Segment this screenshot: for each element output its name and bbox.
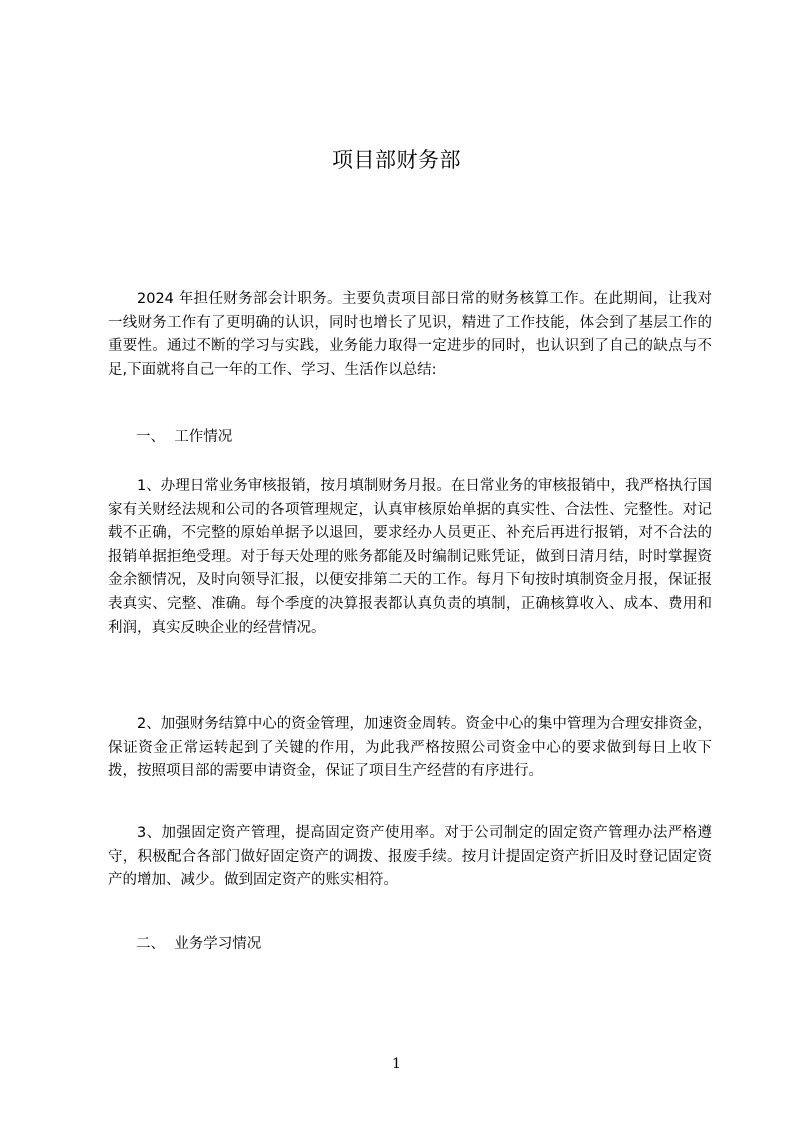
intro-paragraph: 2024 年担任财务部会计职务。主要负责项目部日常的财务核算工作。在此期间，让我对一线财务工作有了更明确的认识，同时也增长了见识，精进了工作技能，体会到了基层工作的重要性。通过不断的学习与实践，业务能力取得一定进步的同时，也认识到了自己的缺点与不足,下面就将自己一年的工作、学习、生活作以总结: [108,291,712,378]
work-item-3-paragraph: 3、加强固定资产管理，提高固定资产使用率。对于公司制定的固定资产管理办法严格遵守，积极配合各部门做好固定资产的调拨、报废手续。按月计提固定资产折旧及时登记固定资产的增加、减少。做到固定资产的账实相符。 [108,825,712,889]
section-heading-work: 一、 工作情况 [136,429,233,445]
work-item-2-paragraph: 2、加强财务结算中心的资金管理，加速资金周转。资金中心的集中管理为合理安排资金，保证资金正常运转起到了关键的作用，为此我严格按照公司资金中心的要求做到每日上收下拨，按照项目部的需要申请资金，保证了项目生产经营的有序进行。 [108,716,712,780]
work-item-1-paragraph: 1、办理日常业务审核报销，按月填制财务月报。在日常业务的审核报销中，我严格执行国家有关财经法规和公司的各项管理规定，认真审核原始单据的真实性、合法性、完整性。对记载不正确，不完整的原始单据予以退回，要求经办人员更正、补充后再进行报销，对不合法的报销单据拒绝受理。对于每天处理的账务都能及时编制记账凭证，做到日清月结，时时掌握资金余额情况，及时向领导汇报，以便安排第二天的工作。每月下旬按时填制资金月报，保证报表真实、完整、准确。每个季度的决算报表都认真负责的填制，正确核算收入、成本、费用和利润，真实反映企业的经营情况。 [108,478,712,636]
page-title: 项目部财务部 [332,148,461,172]
page-number: 1 [392,1056,401,1072]
section-heading-study: 二、 业务学习情况 [136,936,262,952]
